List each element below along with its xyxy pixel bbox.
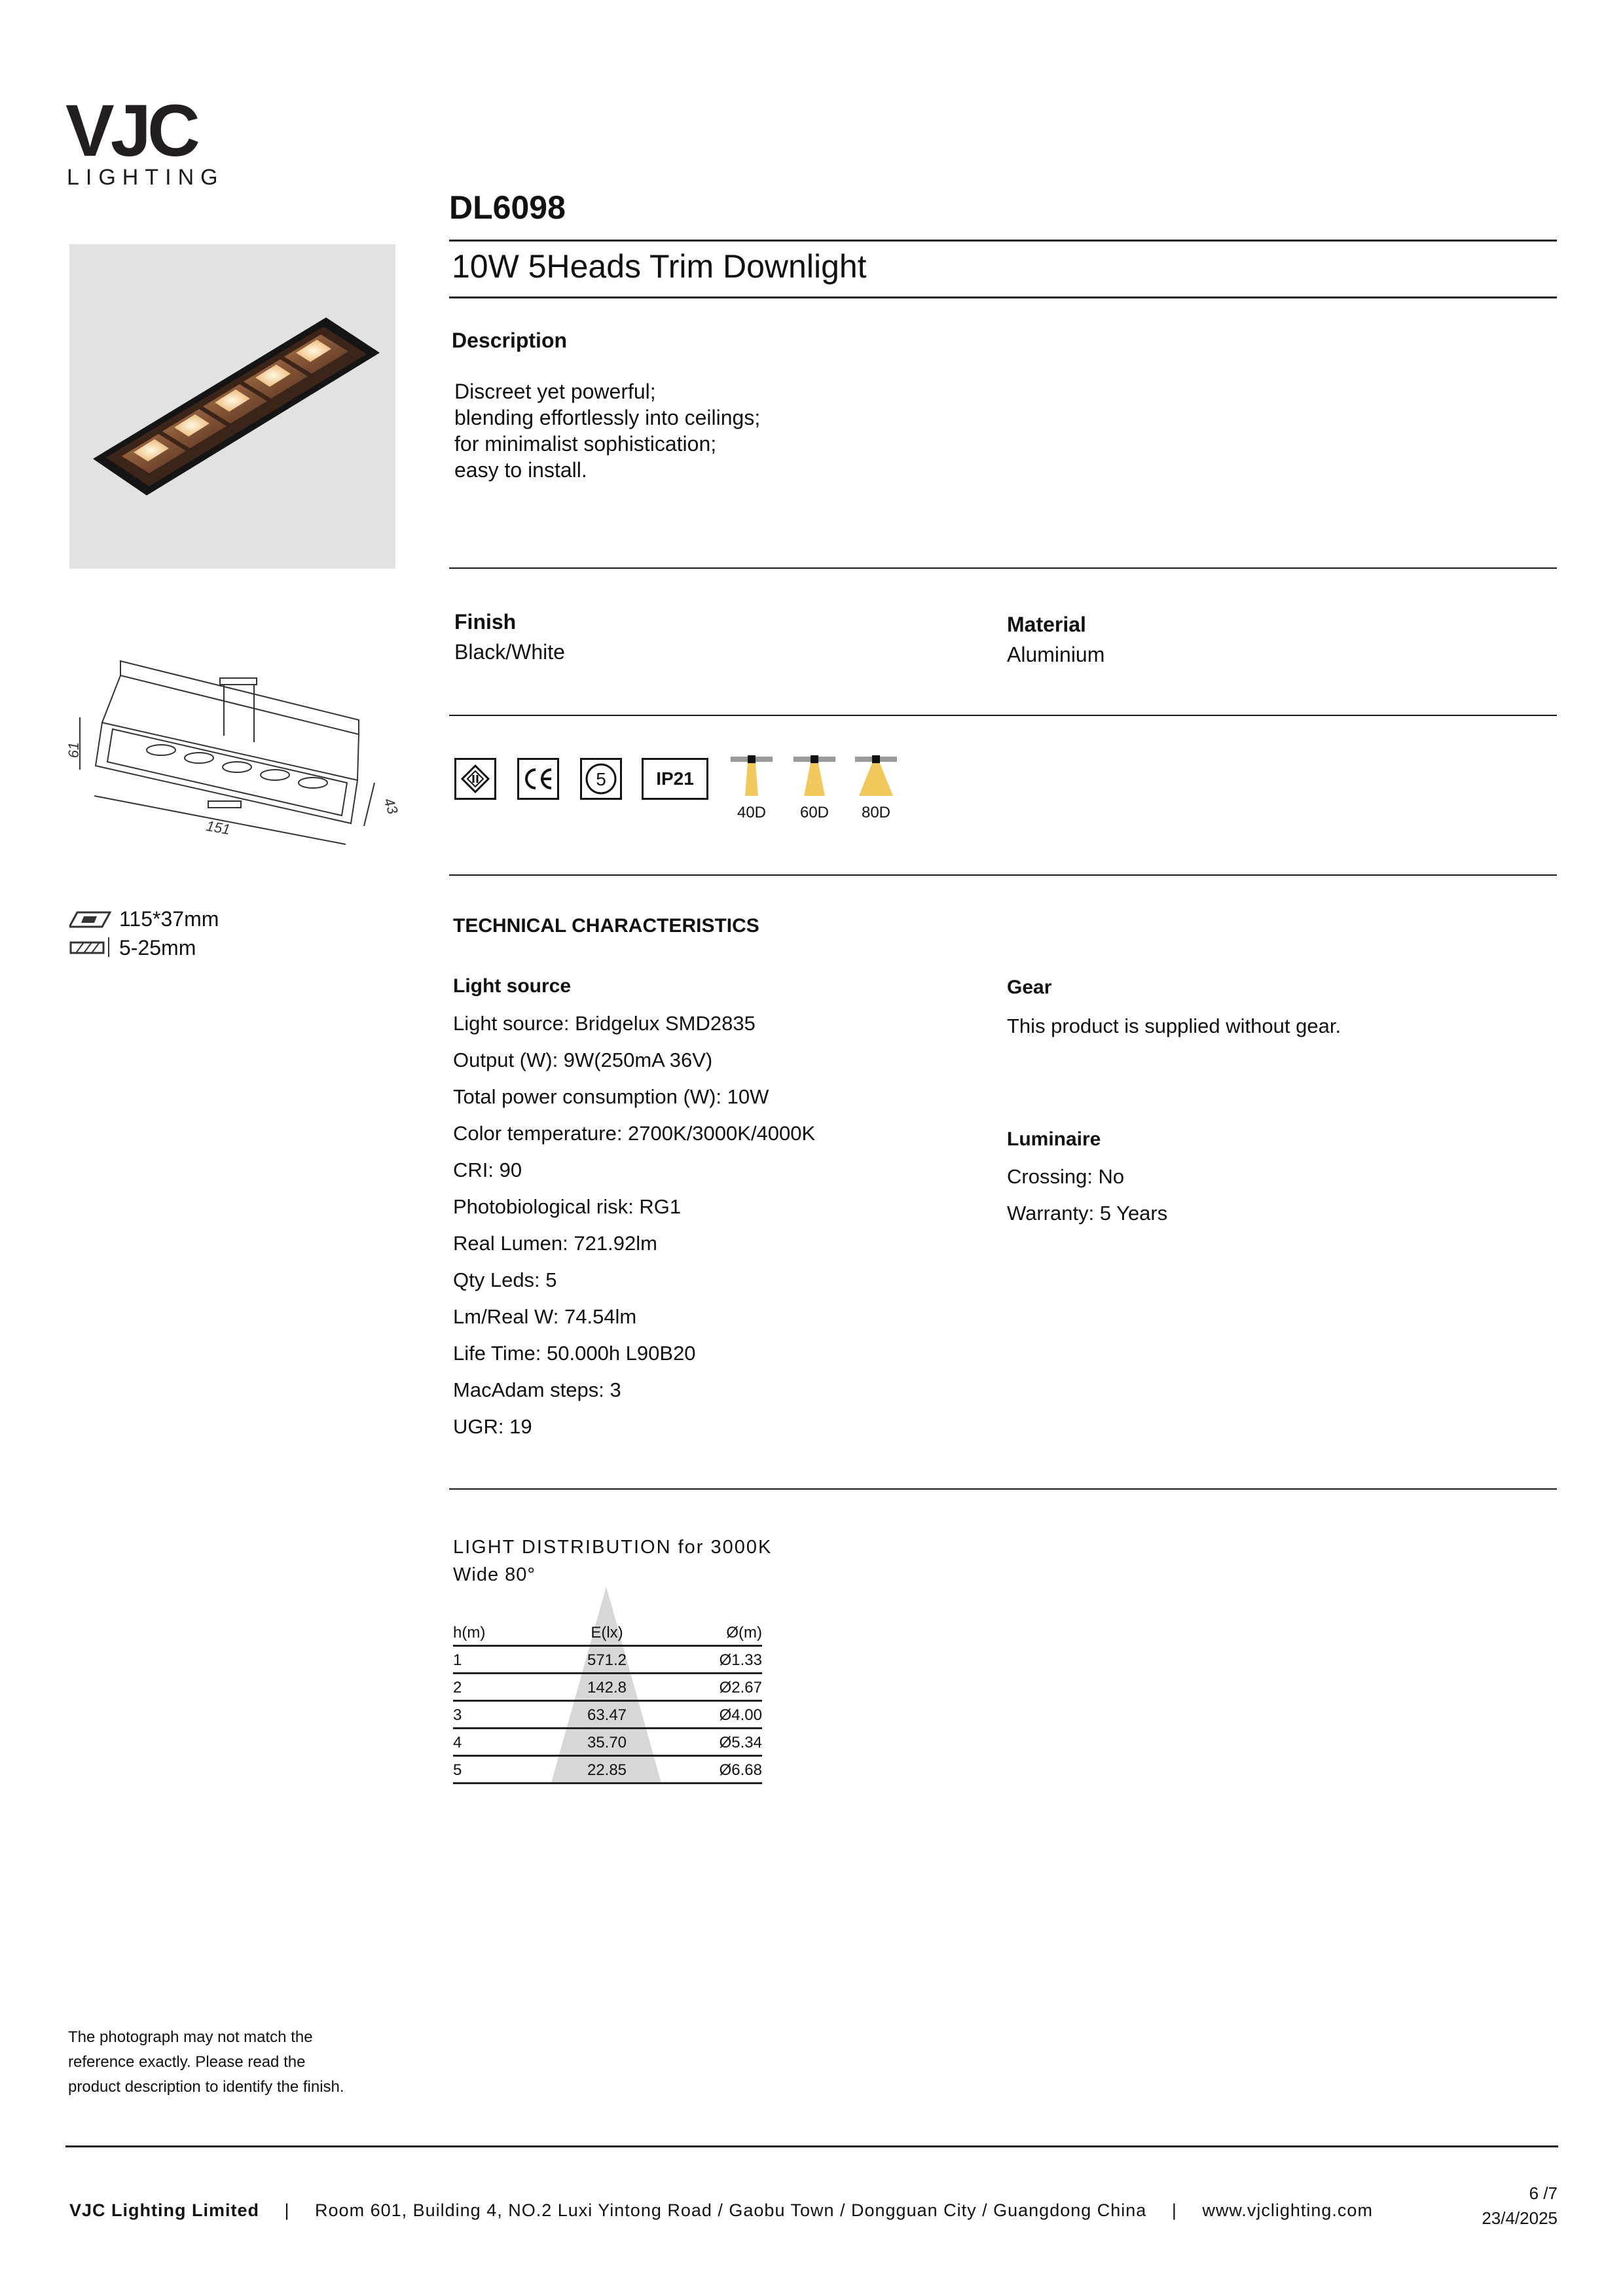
cell-diameter: Ø6.68 (719, 1761, 762, 1779)
spec-row: Life Time: 50.000h L90B20 (453, 1342, 696, 1365)
ip-rating-badge: IP21 (642, 758, 708, 800)
svg-text:5: 5 (596, 769, 606, 789)
spec-row: Total power consumption (W): 10W (453, 1085, 769, 1108)
title-rule-top (449, 240, 1557, 242)
cell-height: 5 (453, 1761, 462, 1779)
beam-label-40: 40D (737, 804, 767, 821)
gear-title: Gear (1007, 977, 1052, 998)
ceiling-thickness-icon (69, 936, 111, 958)
cell-illuminance: 63.47 (587, 1706, 627, 1724)
cell-height: 3 (453, 1706, 462, 1724)
header-height: h(m) (453, 1618, 545, 1645)
footer-company: VJC Lighting Limited (69, 2200, 259, 2220)
page-number: 6 /7 (1529, 2183, 1558, 2203)
drawing-depth: 43 (380, 795, 401, 817)
description-line: blending effortlessly into ceilings; (454, 406, 761, 429)
cell-diameter: Ø1.33 (719, 1651, 762, 1669)
cell-diameter: Ø4.00 (719, 1706, 762, 1724)
description-title: Description (452, 329, 568, 352)
warranty-5-icon (580, 758, 622, 800)
class-ii-icon (454, 758, 496, 800)
cell-illuminance: 22.85 (587, 1761, 627, 1779)
cell-illuminance: 571.2 (587, 1651, 627, 1669)
vjc-logo (65, 98, 223, 164)
spec-row: Color temperature: 2700K/3000K/4000K (453, 1122, 816, 1145)
cell-diameter: Ø5.34 (719, 1733, 762, 1751)
header-illuminance: E(lx) (545, 1618, 669, 1645)
footer-separator: | (284, 2200, 290, 2220)
spec-row: Real Lumen: 721.92lm (453, 1232, 657, 1255)
table-row (453, 1755, 762, 1783)
spec-row: Qty Leds: 5 (453, 1268, 557, 1291)
beam-80-icon (855, 754, 897, 801)
disclaimer-line: product description to identify the finish. (68, 2078, 344, 2096)
technical-drawing (63, 652, 403, 848)
table-row (453, 1645, 762, 1673)
divider (449, 567, 1557, 569)
cell-illuminance: 35.70 (587, 1733, 627, 1751)
table-row (453, 1728, 762, 1755)
luminaire-row: Crossing: No (1007, 1165, 1125, 1188)
document-date: 23/4/2025 (1482, 2208, 1558, 2228)
footer-separator: | (1171, 2200, 1177, 2220)
photo-disclaimer (68, 2025, 344, 2100)
cell-illuminance: 142.8 (587, 1678, 627, 1696)
logo-mark-text: VJC (65, 98, 196, 164)
table-header-row (453, 1618, 762, 1645)
spec-row: MacAdam steps: 3 (453, 1378, 621, 1401)
description-line: for minimalist sophistication; (454, 432, 717, 456)
page-info (1482, 2181, 1558, 2231)
spec-row: CRI: 90 (453, 1158, 522, 1181)
drawing-length: 151 (205, 817, 232, 838)
product-model: DL6098 (449, 189, 566, 226)
light-distribution-table (453, 1618, 762, 1784)
gear-text: This product is supplied without gear. (1007, 1014, 1341, 1037)
spec-row: Output (W): 9W(250mA 36V) (453, 1049, 713, 1071)
ce-mark-icon (517, 758, 559, 800)
finish-value: Black/White (454, 640, 565, 664)
product-photo (69, 244, 395, 569)
product-name: 10W 5Heads Trim Downlight (452, 248, 867, 285)
spec-row: Lm/Real W: 74.54lm (453, 1305, 637, 1328)
cell-diameter: Ø2.67 (719, 1678, 762, 1696)
spec-row: Photobiological risk: RG1 (453, 1195, 682, 1218)
description-line: easy to install. (454, 458, 587, 482)
description-text (454, 378, 760, 483)
technical-title: TECHNICAL CHARACTERISTICS (453, 915, 759, 937)
beam-40-icon (731, 754, 773, 801)
finish-label: Finish (454, 610, 517, 634)
footer (69, 2200, 1373, 2221)
cell-height: 4 (453, 1733, 462, 1751)
beam-60-icon (793, 754, 835, 801)
footer-address: Room 601, Building 4, NO.2 Luxi Yintong Road / Gaobu Town / Dongguan City / Guangdong China (315, 2200, 1147, 2220)
light-distribution-title: LIGHT DISTRIBUTION for 3000K (453, 1537, 773, 1558)
title-rule-bottom (449, 296, 1557, 298)
cell-height: 2 (453, 1678, 462, 1696)
spec-row: Light source: Bridgelux SMD2835 (453, 1012, 756, 1035)
divider (449, 874, 1557, 876)
ceiling-thickness: 5-25mm (119, 936, 196, 960)
disclaimer-line: reference exactly. Please read the (68, 2053, 306, 2071)
beam-label-60: 60D (799, 804, 830, 821)
cutout-size-icon (69, 910, 111, 929)
luminaire-title: Luminaire (1007, 1128, 1101, 1150)
footer-rule (65, 2145, 1558, 2147)
drawing-height: 61 (65, 742, 82, 759)
description-line: Discreet yet powerful; (454, 380, 656, 403)
cutout-size: 115*37mm (119, 907, 219, 931)
light-distribution-subtitle: Wide 80° (453, 1564, 536, 1585)
material-label: Material (1007, 613, 1086, 636)
divider (449, 1488, 1557, 1490)
material-value: Aluminium (1007, 643, 1105, 666)
spec-row: UGR: 19 (453, 1415, 532, 1438)
cell-height: 1 (453, 1651, 462, 1669)
beam-label-80: 80D (861, 804, 891, 821)
logo-subtitle: LIGHTING (67, 165, 225, 190)
light-source-title: Light source (453, 975, 572, 997)
footer-website[interactable]: www.vjclighting.com (1202, 2200, 1373, 2220)
header-diameter: Ø(m) (669, 1618, 762, 1645)
table-row (453, 1673, 762, 1700)
luminaire-row: Warranty: 5 Years (1007, 1202, 1168, 1225)
table-row (453, 1700, 762, 1728)
disclaimer-line: The photograph may not match the (68, 2028, 313, 2046)
divider (449, 715, 1557, 716)
